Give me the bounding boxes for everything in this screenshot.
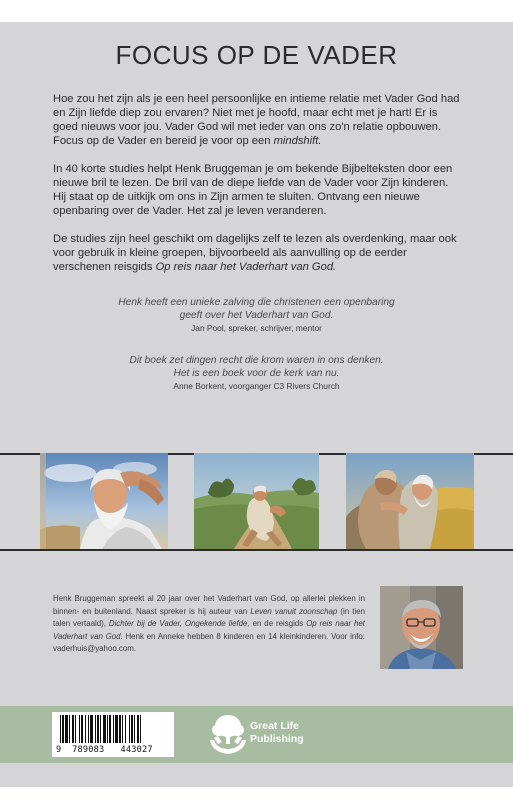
isbn-barcode bbox=[52, 712, 174, 757]
endorsement-2-attribution: Anne Borkent, voorganger C3 Rivers Church bbox=[173, 381, 340, 391]
blurb-paragraph-1 bbox=[53, 92, 463, 148]
barcode-bar bbox=[79, 715, 80, 743]
barcode-bar bbox=[88, 715, 89, 743]
barcode-bar bbox=[90, 715, 93, 743]
tree-in-hands-icon bbox=[208, 712, 248, 758]
endorsement-2-line-2: Het is een boek voor de kerk van nu. bbox=[173, 368, 340, 379]
isbn-prefix: 9 bbox=[56, 745, 62, 755]
barcode-bar bbox=[62, 715, 64, 743]
barcode-bar bbox=[65, 715, 68, 743]
barcode-bar bbox=[81, 715, 83, 743]
barcode-bar bbox=[103, 715, 106, 743]
isbn-group-2: 443027 bbox=[120, 745, 153, 755]
blurb-p3-emphasis: Op reis naar het Vaderhart van God. bbox=[155, 261, 337, 273]
barcode-bar bbox=[109, 715, 111, 743]
barcode-bar bbox=[129, 715, 130, 743]
bio-text-4: Henk en Anneke hebben 8 kinderen en 14 kleinkinderen. Voor info: vaderhuis@yahoo.com. bbox=[53, 631, 365, 653]
barcode-bar bbox=[97, 715, 99, 743]
book-title: FOCUS OP DE VADER bbox=[115, 40, 398, 70]
isbn-number bbox=[56, 745, 172, 755]
bio-book-2: Dichter bij de Vader, Ongekende liefde, bbox=[108, 619, 250, 628]
illustration-strip bbox=[0, 433, 513, 551]
barcode-bar bbox=[137, 715, 139, 743]
publisher-logo bbox=[208, 712, 308, 760]
barcode-bar bbox=[122, 715, 123, 743]
author-bio bbox=[53, 593, 365, 656]
publisher-name bbox=[250, 720, 304, 746]
barcode-bar bbox=[115, 715, 118, 743]
bio-text-1: Henk Bruggeman spreekt al 20 jaar over het Vaderhart van God, op allerlei plekken in binnen- en buitenland. Naast spreker is hij auteur van bbox=[53, 594, 365, 616]
cover-bottom-margin bbox=[0, 763, 513, 787]
endorsement-2 bbox=[40, 354, 473, 392]
endorsement-2-line-1: Dit boek zet dingen recht die krom waren in ons denken. bbox=[129, 355, 384, 366]
publisher-name-line-2: Publishing bbox=[250, 733, 304, 745]
barcode-bar bbox=[131, 715, 133, 743]
barcode-bar bbox=[95, 715, 96, 743]
bio-text-3: en de reisgids bbox=[252, 619, 304, 628]
barcode-bar bbox=[60, 715, 61, 743]
bio-text-2: (in tien talen vertaald), bbox=[53, 606, 365, 628]
barcode-bar bbox=[134, 715, 135, 743]
barcode-bar bbox=[113, 715, 114, 743]
blurb-p1-emphasis: mindshift. bbox=[273, 135, 322, 147]
barcode-bar bbox=[107, 715, 108, 743]
barcode-bars bbox=[58, 715, 168, 747]
barcode-bar bbox=[75, 715, 76, 743]
barcode-bar bbox=[140, 715, 141, 743]
blurb-paragraph-3 bbox=[53, 232, 463, 274]
endorsement-1-line-2: geeft over het Vaderhart van God. bbox=[179, 310, 334, 321]
bio-book-1: Leven vanuit zoonschap bbox=[250, 606, 338, 616]
barcode-bar bbox=[85, 715, 86, 743]
painting-father-embrace bbox=[346, 433, 474, 551]
publisher-name-line-1: Great Life bbox=[250, 720, 300, 732]
blurb-paragraph-2: In 40 korte studies helpt Henk Bruggeman je om bekende Bijbelteksten door een nieuwe bril te lezen. De bril van de diepe liefde van de Vader voor Zijn kinderen. Hij staat op de uitkijk om ons in Zijn armen te sluiten. Ontvang een nieuwe openbaring over de Vader. Het zal je leven veranderen. bbox=[53, 163, 453, 217]
author-portrait bbox=[380, 586, 463, 669]
barcode-bar bbox=[100, 715, 101, 743]
barcode-bar bbox=[69, 715, 70, 743]
painting-father-looking-out bbox=[40, 433, 168, 551]
isbn-group-1: 789083 bbox=[72, 745, 105, 755]
endorsement-1-attribution: Jan Pool, spreker, schrijver, mentor bbox=[191, 323, 322, 333]
barcode-bar bbox=[72, 715, 74, 743]
barcode-bar bbox=[119, 715, 121, 743]
endorsement-1 bbox=[40, 296, 473, 334]
blurb-p3-text: De studies zijn heel geschikt om dagelijks zelf te lezen als overdenking, maar ook voor gebruik in kleine groepen, bijvoorbeeld als aanvulling op de eerder verschenen reisgids bbox=[53, 233, 457, 273]
painting-father-running bbox=[194, 433, 319, 551]
endorsement-1-line-1: Henk heeft een unieke zalving die christenen een openbaring bbox=[118, 297, 395, 308]
blurb-p1-text: Hoe zou het zijn als je een heel persoonlijke en intieme relatie met Vader God had en Zijn liefde diep zou ervaren? Niet met je hoofd, maar echt met je hart! Er is goed nieuws voor jou. Vader God wil met ieder van ons zo'n relatie opbouwen. Focus op de Vader en bereid je voor op een bbox=[53, 93, 460, 147]
bio-book-3: Op reis naar het Vaderhart van God. bbox=[53, 619, 365, 641]
barcode-bar bbox=[125, 715, 126, 743]
